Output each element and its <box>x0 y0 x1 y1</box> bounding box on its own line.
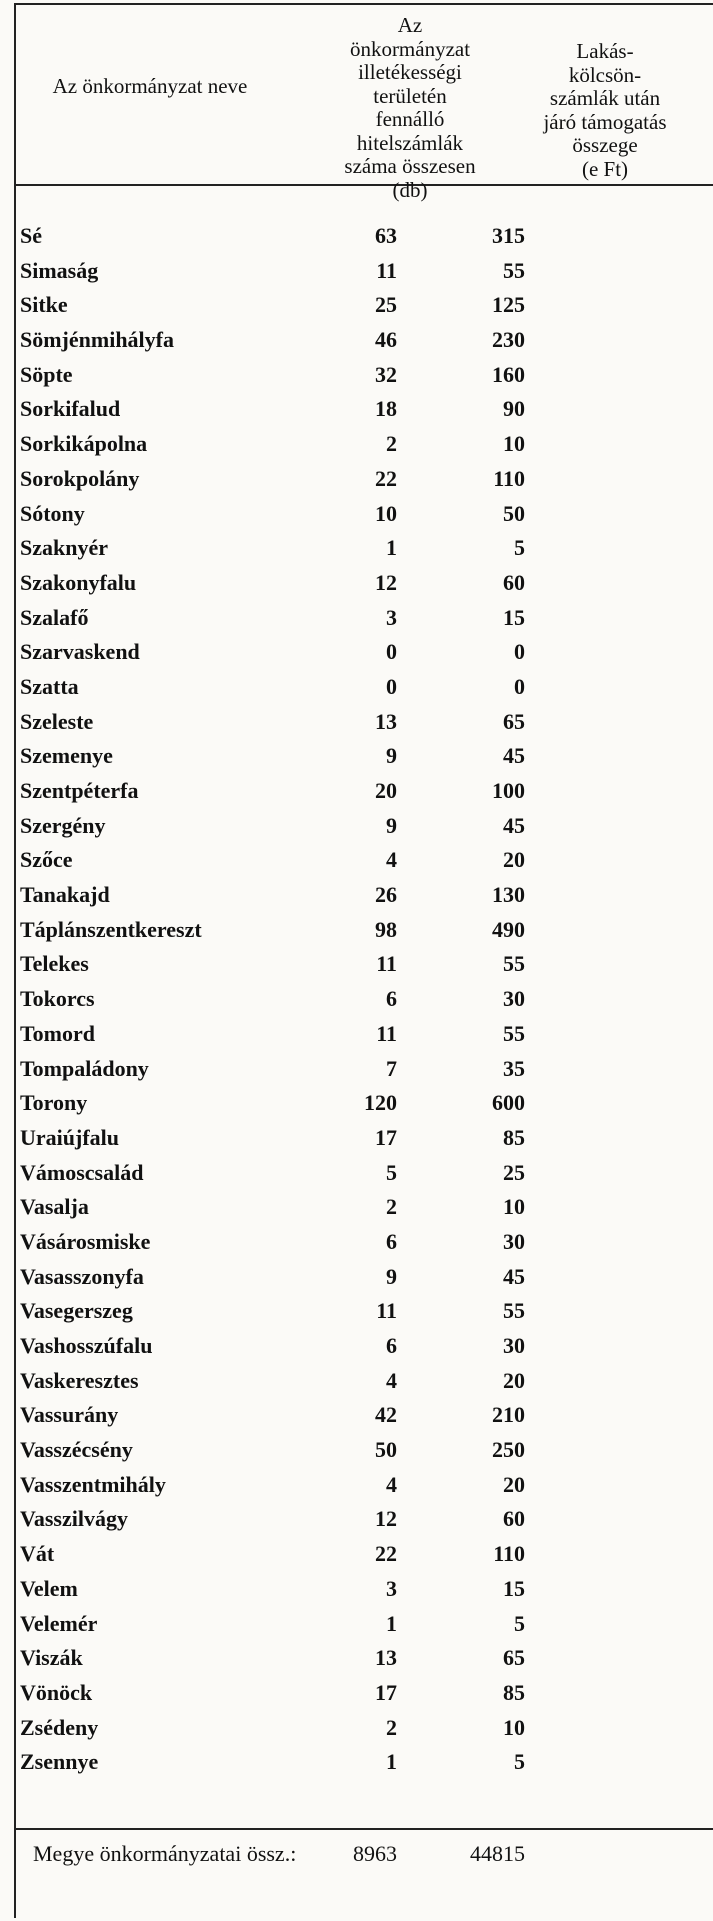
support-amount: 15 <box>503 604 525 630</box>
municipality-name: Szergény <box>20 812 106 838</box>
municipality-name: Vasalja <box>20 1194 89 1220</box>
support-amount: 25 <box>503 1159 525 1185</box>
account-count: 3 <box>386 1575 397 1601</box>
support-amount: 20 <box>503 1471 525 1497</box>
table-body <box>0 219 713 1780</box>
table-row <box>0 1676 713 1711</box>
table-row <box>0 427 713 462</box>
header-line: Az <box>397 13 423 37</box>
account-count: 42 <box>375 1402 397 1428</box>
municipality-name: Vásárosmiske <box>20 1228 151 1254</box>
account-count: 0 <box>386 639 397 665</box>
account-count: 9 <box>386 1263 397 1289</box>
support-amount: 30 <box>503 986 525 1012</box>
municipality-name: Szakonyfalu <box>20 569 137 595</box>
table-row <box>0 1260 713 1295</box>
support-amount: 55 <box>503 1298 525 1324</box>
municipality-name: Vasszilvágy <box>20 1506 128 1532</box>
support-amount: 35 <box>503 1055 525 1081</box>
table-row <box>0 1745 713 1780</box>
total-row <box>0 1837 713 1871</box>
account-count: 25 <box>375 292 397 318</box>
account-count: 17 <box>375 1679 397 1705</box>
account-count: 7 <box>386 1055 397 1081</box>
municipality-name: Zsédeny <box>20 1714 99 1740</box>
municipality-name: Vasegerszeg <box>20 1298 133 1324</box>
total-count: 8963 <box>353 1841 397 1866</box>
municipality-name: Szarvaskend <box>20 639 140 665</box>
support-amount: 60 <box>503 569 525 595</box>
municipality-name: Tokorcs <box>20 986 95 1012</box>
municipality-name: Szőce <box>20 847 73 873</box>
support-amount: 60 <box>503 1506 525 1532</box>
municipality-name: Sitke <box>20 292 68 318</box>
support-amount: 110 <box>493 465 525 491</box>
support-amount: 250 <box>492 1437 525 1463</box>
table-row <box>0 1641 713 1676</box>
municipality-name: Zsennye <box>20 1749 99 1775</box>
municipality-name: Velemér <box>20 1610 98 1636</box>
column-header-count <box>300 14 520 202</box>
support-amount: 55 <box>503 257 525 283</box>
table-row <box>0 947 713 982</box>
municipality-name: Vönöck <box>20 1679 93 1705</box>
support-amount: 55 <box>503 951 525 977</box>
support-amount: 130 <box>492 882 525 908</box>
total-amount: 44815 <box>470 1841 525 1866</box>
municipality-name: Szatta <box>20 673 79 699</box>
support-amount: 160 <box>492 361 525 387</box>
municipality-name: Vát <box>20 1541 55 1567</box>
table-row <box>0 497 713 532</box>
table-row <box>0 1329 713 1364</box>
table-row <box>0 1156 713 1191</box>
account-count: 120 <box>364 1090 397 1116</box>
municipality-name: Söpte <box>20 361 73 387</box>
support-amount: 0 <box>514 639 525 665</box>
account-count: 6 <box>386 986 397 1012</box>
account-count: 2 <box>386 1714 397 1740</box>
support-amount: 110 <box>493 1541 525 1567</box>
table-row <box>0 739 713 774</box>
account-count: 1 <box>386 535 397 561</box>
table-row <box>0 323 713 358</box>
table-row <box>0 1121 713 1156</box>
support-amount: 15 <box>503 1575 525 1601</box>
support-amount: 5 <box>514 1749 525 1775</box>
account-count: 11 <box>376 1020 397 1046</box>
account-count: 20 <box>375 778 397 803</box>
table-row <box>0 1607 713 1642</box>
support-amount: 100 <box>492 778 525 803</box>
support-amount: 30 <box>503 1228 525 1254</box>
account-count: 2 <box>386 1194 397 1220</box>
support-amount: 490 <box>492 916 525 942</box>
account-count: 6 <box>386 1333 397 1358</box>
account-count: 9 <box>386 812 397 838</box>
table-row <box>0 358 713 393</box>
support-amount: 90 <box>503 396 525 422</box>
table-row <box>0 705 713 740</box>
support-amount: 5 <box>514 1610 525 1636</box>
support-amount: 0 <box>514 673 525 699</box>
account-count: 1 <box>386 1749 397 1775</box>
municipality-name: Vasasszonyfa <box>20 1263 144 1289</box>
support-amount: 65 <box>503 708 525 734</box>
account-count: 4 <box>386 1367 397 1393</box>
account-count: 4 <box>386 1471 397 1497</box>
header-line: Lakás- <box>576 39 634 63</box>
account-count: 5 <box>386 1159 397 1185</box>
support-amount: 50 <box>503 500 525 526</box>
support-amount: 65 <box>503 1645 525 1671</box>
header-line: összege <box>572 133 638 157</box>
table-row <box>0 1572 713 1607</box>
account-count: 1 <box>386 1610 397 1636</box>
table-row <box>0 1294 713 1329</box>
account-count: 13 <box>375 1645 397 1671</box>
municipality-name: Sömjénmihályfa <box>20 327 174 353</box>
header-line: (e Ft) <box>581 156 629 181</box>
municipality-name: Szeleste <box>20 708 94 734</box>
account-count: 50 <box>375 1437 397 1463</box>
municipality-name: Tompaládony <box>20 1055 149 1081</box>
account-count: 63 <box>375 223 397 248</box>
table-top-rule <box>14 3 713 5</box>
support-amount: 5 <box>514 535 525 561</box>
account-count: 46 <box>375 327 397 353</box>
table-row <box>0 1017 713 1052</box>
municipality-name: Vasszécsény <box>20 1437 133 1463</box>
account-count: 12 <box>375 1506 397 1532</box>
table-row <box>0 982 713 1017</box>
support-amount: 45 <box>503 743 525 769</box>
column-header-name: Az önkormányzat neve <box>52 74 248 98</box>
support-amount: 600 <box>492 1090 525 1116</box>
table-row <box>0 913 713 948</box>
support-amount: 10 <box>503 431 525 457</box>
municipality-name: Szemenye <box>20 743 113 769</box>
header-line: járó támogatás <box>543 109 667 134</box>
municipality-name: Vasszentmihály <box>20 1471 166 1497</box>
support-amount: 10 <box>503 1194 525 1220</box>
municipality-name: Vámoscsalád <box>20 1159 144 1185</box>
header-line: (db) <box>392 177 428 202</box>
table-row <box>0 809 713 844</box>
support-amount: 210 <box>492 1402 525 1428</box>
municipality-name: Uraiújfalu <box>20 1124 119 1150</box>
municipality-name: Velem <box>20 1575 78 1601</box>
municipality-name: Sé <box>20 223 42 248</box>
municipality-name: Vassurány <box>20 1402 119 1428</box>
table-row <box>0 1537 713 1572</box>
column-header-amount <box>520 40 690 181</box>
table-row <box>0 531 713 566</box>
table-row <box>0 670 713 705</box>
table-row <box>0 254 713 289</box>
table-row <box>0 462 713 497</box>
account-count: 17 <box>375 1124 397 1150</box>
account-count: 0 <box>386 673 397 699</box>
municipality-name: Viszák <box>20 1645 83 1671</box>
support-amount: 30 <box>503 1333 525 1358</box>
support-amount: 125 <box>492 292 525 318</box>
support-amount: 85 <box>503 1679 525 1705</box>
account-count: 32 <box>375 361 397 387</box>
table-row <box>0 219 713 254</box>
municipality-name: Telekes <box>20 951 89 977</box>
total-top-rule <box>14 1828 713 1830</box>
table-row <box>0 392 713 427</box>
account-count: 2 <box>386 431 397 457</box>
municipality-name: Torony <box>20 1090 88 1116</box>
header-line: hitelszámlák <box>356 130 464 155</box>
municipality-name: Szaknyér <box>20 535 108 561</box>
header-line: fennálló <box>375 107 445 131</box>
table-row <box>0 1711 713 1746</box>
municipality-name: Sorokpolány <box>20 465 140 491</box>
support-amount: 45 <box>503 1263 525 1289</box>
table-row <box>0 566 713 601</box>
account-count: 12 <box>375 569 397 595</box>
table-row <box>0 1052 713 1087</box>
header-line: önkormányzat <box>349 36 471 61</box>
account-count: 10 <box>375 500 397 526</box>
account-count: 98 <box>375 916 397 942</box>
support-amount: 55 <box>503 1020 525 1046</box>
support-amount: 10 <box>503 1714 525 1740</box>
account-count: 22 <box>375 1541 397 1567</box>
table-row <box>0 1433 713 1468</box>
account-count: 22 <box>375 465 397 491</box>
municipality-name: Szalafő <box>20 604 89 630</box>
municipality-name: Szentpéterfa <box>20 778 139 803</box>
account-count: 26 <box>375 882 397 908</box>
account-count: 9 <box>386 743 397 769</box>
account-count: 4 <box>386 847 397 873</box>
table-row <box>0 288 713 323</box>
header-line: száma összesen <box>344 154 476 178</box>
table-row <box>0 601 713 636</box>
account-count: 6 <box>386 1228 397 1254</box>
table-row <box>0 843 713 878</box>
table-row <box>0 878 713 913</box>
municipality-name: Sótony <box>20 500 85 526</box>
support-amount: 20 <box>503 1367 525 1393</box>
account-count: 3 <box>386 604 397 630</box>
support-amount: 85 <box>503 1124 525 1150</box>
support-amount: 45 <box>503 812 525 838</box>
account-count: 13 <box>375 708 397 734</box>
total-label: Megye önkormányzatai össz.: <box>33 1841 297 1866</box>
table-row <box>0 1502 713 1537</box>
table-row <box>0 1190 713 1225</box>
municipality-name: Tomord <box>20 1020 95 1046</box>
table-row <box>0 1086 713 1121</box>
table-row <box>0 1364 713 1399</box>
support-amount: 230 <box>492 327 525 353</box>
header-line: illetékességi <box>358 60 462 84</box>
account-count: 18 <box>375 396 397 422</box>
municipality-name: Sorkikápolna <box>20 431 148 457</box>
table-row <box>0 774 713 809</box>
support-amount: 315 <box>492 223 525 248</box>
table-row <box>0 635 713 670</box>
header-line: számlák után <box>549 86 661 110</box>
account-count: 11 <box>376 1298 397 1324</box>
municipality-name: Simaság <box>20 257 99 283</box>
account-count: 11 <box>376 257 397 283</box>
table-row <box>0 1468 713 1503</box>
table-row <box>0 1225 713 1260</box>
table-row <box>0 1398 713 1433</box>
header-line: területén <box>373 83 447 108</box>
account-count: 11 <box>376 951 397 977</box>
municipality-name: Táplánszentkereszt <box>20 916 202 942</box>
support-amount: 20 <box>503 847 525 873</box>
municipality-name: Vashosszúfalu <box>20 1333 153 1358</box>
municipality-name: Sorkifalud <box>20 396 121 422</box>
municipality-name: Tanakajd <box>20 882 110 908</box>
header-line: kölcsön- <box>568 62 642 87</box>
municipality-name: Vaskeresztes <box>20 1367 139 1393</box>
